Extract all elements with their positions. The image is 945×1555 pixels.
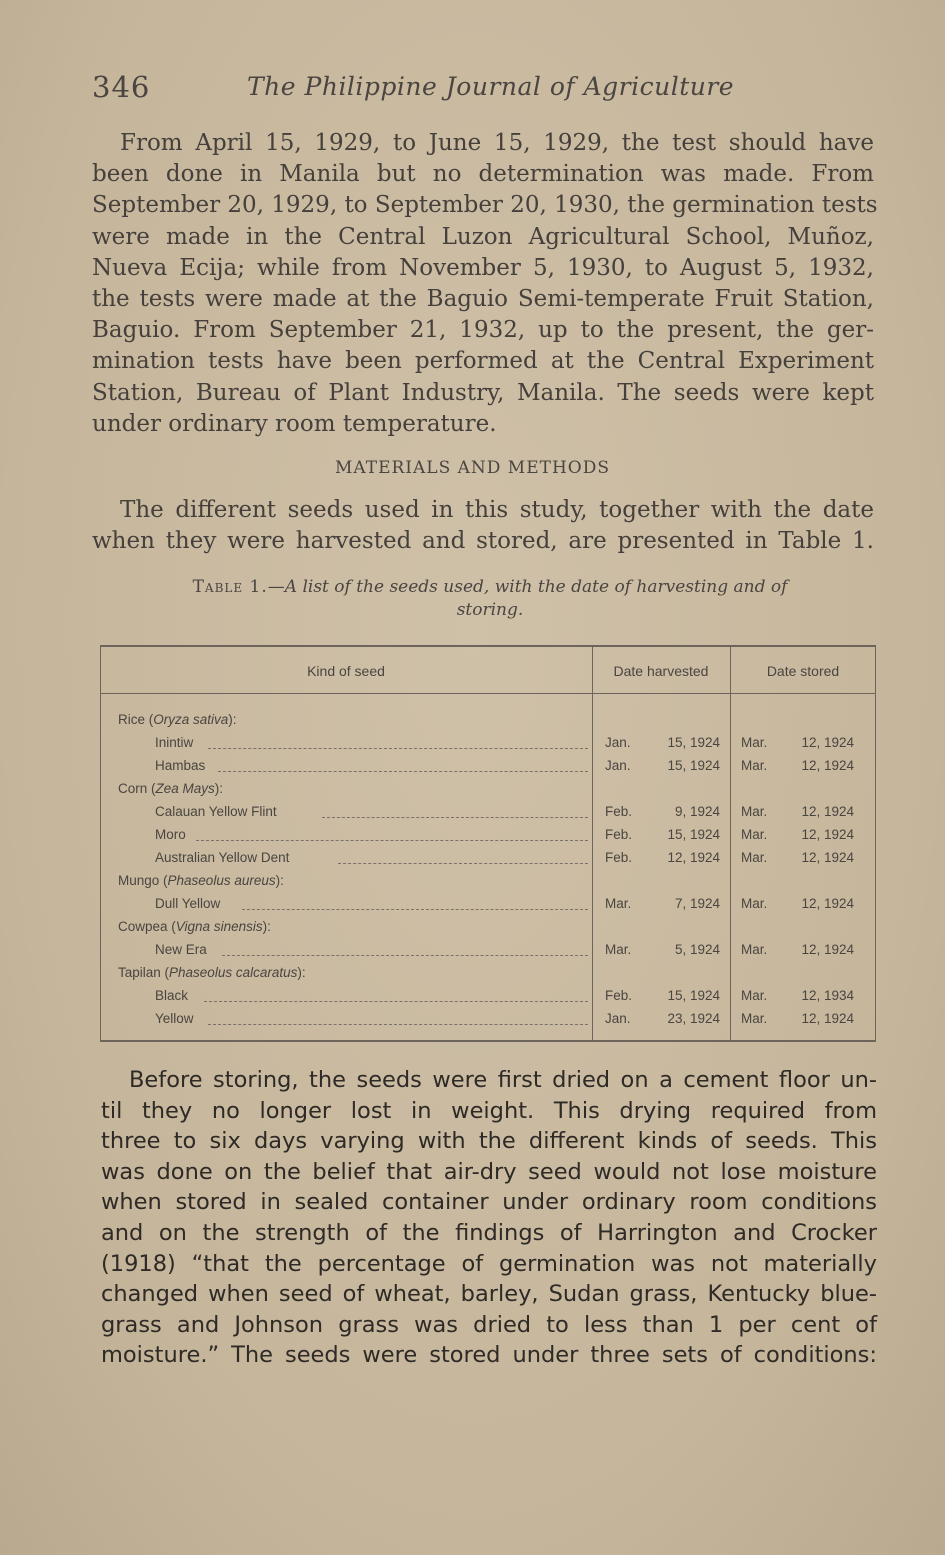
seed-variety: Inintiw (155, 735, 194, 750)
paragraph-line: and on the strength of the findings of Harrington and Crocker (101, 1219, 877, 1246)
stored-month: Mar. (741, 758, 768, 773)
table-rule (730, 645, 731, 1041)
stored-month: Mar. (741, 827, 768, 842)
harvest-day: 23, 1924 (667, 1011, 720, 1026)
paragraph-line: mination tests have been performed at the Central Experiment (92, 348, 874, 375)
harvest-month: Feb. (605, 988, 633, 1003)
stored-day: 12, 1934 (801, 988, 854, 1003)
harvest-day: 9, 1924 (674, 804, 720, 819)
seed-variety: New Era (155, 942, 207, 957)
stored-day: 12, 1924 (801, 735, 854, 750)
stored-day: 12, 1924 (801, 804, 854, 819)
paragraph-line: when stored in sealed container under ordinary room conditions (101, 1189, 877, 1216)
drying-paragraph (101, 1065, 877, 1371)
harvest-day: 7, 1924 (674, 896, 720, 911)
page-header (92, 70, 872, 110)
paragraph-line: Nueva Ecija; while from November 5, 1930, to August 5, 1932, (92, 254, 874, 281)
harvest-day: 15, 1924 (667, 988, 720, 1003)
stored-month: Mar. (741, 735, 768, 750)
seed-group: Tapilan (Phaseolus calcaratus): (118, 965, 306, 980)
paragraph-line: three to six days varying with the different kinds of seeds. This (101, 1128, 877, 1155)
paragraph-line: the tests were made at the Baguio Semi-temperate Fruit Station, (92, 286, 874, 313)
column-header-harvested: Date harvested (613, 663, 709, 679)
seed-variety: Moro (155, 827, 186, 842)
stored-month: Mar. (741, 850, 768, 865)
column-header-stored: Date stored (766, 663, 840, 679)
page-number: 346 (92, 70, 151, 104)
section-heading: MATERIALS AND METHODS (334, 458, 610, 478)
seed-variety: Australian Yellow Dent (155, 850, 290, 865)
harvest-month: Feb. (605, 804, 633, 819)
table-rule (100, 1040, 876, 1042)
paragraph-line: (1918) “that the percentage of germination was not materially (101, 1250, 877, 1277)
seed-table (100, 645, 876, 1043)
table-rule (875, 645, 876, 1041)
leader-dots (322, 817, 588, 818)
leader-dots (338, 863, 588, 864)
leader-dots (222, 955, 588, 956)
harvest-day: 12, 1924 (667, 850, 720, 865)
stored-month: Mar. (741, 1011, 768, 1026)
harvest-month: Jan. (605, 758, 631, 773)
paragraph-line: Station, Bureau of Plant Industry, Manila. The seeds were kept (92, 379, 874, 406)
table-rule (100, 693, 876, 694)
paragraph-line: moisture.” The seeds were stored under three sets of conditions: (101, 1342, 877, 1369)
table-rule (100, 645, 101, 1041)
seed-variety: Yellow (155, 1011, 194, 1026)
paragraph-line: From April 15, 1929, to June 15, 1929, the test should have (120, 130, 874, 156)
intro-paragraph (92, 128, 878, 440)
paragraph-line: changed when seed of wheat, barley, Sudan grass, Kentucky blue- (101, 1281, 877, 1308)
seed-group: Mungo (Phaseolus aureus): (118, 873, 284, 888)
seed-group: Cowpea (Vigna sinensis): (118, 919, 271, 934)
harvest-month: Jan. (605, 735, 631, 750)
seed-variety: Dull Yellow (155, 896, 221, 911)
harvest-day: 15, 1924 (667, 735, 720, 750)
harvest-day: 5, 1924 (674, 942, 720, 957)
paragraph-line: when they were harvested and stored, are presented in Table 1. (92, 528, 874, 555)
paragraph-line: was done on the belief that air-dry seed would not lose moisture (101, 1158, 877, 1185)
paragraph-line: were made in the Central Luzon Agricultural School, Muñoz, (92, 223, 874, 250)
table-caption (120, 576, 860, 622)
harvest-month: Jan. (605, 1011, 631, 1026)
table-caption-text: —A list of the seeds used, with the date of harvesting and of (267, 577, 788, 597)
seed-group: Corn (Zea Mays): (118, 781, 224, 796)
paragraph-line: been done in Manila but no determination was made. From (92, 161, 874, 188)
leader-dots (204, 1001, 588, 1002)
leader-dots (208, 1024, 588, 1025)
stored-day: 12, 1924 (801, 827, 854, 842)
leader-dots (218, 771, 588, 772)
seed-variety: Hambas (155, 758, 206, 773)
table-rule (592, 645, 593, 1041)
stored-day: 12, 1924 (801, 758, 854, 773)
running-title: The Philippine Journal of Agriculture (247, 72, 735, 101)
stored-day: 12, 1924 (801, 850, 854, 865)
methods-paragraph (92, 495, 874, 557)
seed-variety: Black (155, 988, 189, 1003)
leader-dots (242, 909, 588, 910)
paragraph-line: grass and Johnson grass was dried to less than 1 per cent of (101, 1311, 877, 1338)
paragraph-line: under ordinary room temperature. (92, 410, 497, 437)
paragraph-line: September 20, 1929, to September 20, 1930, the germination tests (92, 192, 878, 219)
stored-month: Mar. (741, 896, 768, 911)
stored-day: 12, 1924 (801, 1011, 854, 1026)
harvest-month: Mar. (605, 942, 632, 957)
leader-dots (208, 748, 588, 749)
table-label: Table 1. (192, 577, 268, 597)
harvest-month: Feb. (605, 850, 633, 865)
leader-dots (196, 840, 588, 841)
stored-month: Mar. (741, 988, 768, 1003)
paragraph-line: til they no longer lost in weight. This drying required from (101, 1097, 877, 1124)
harvest-day: 15, 1924 (667, 827, 720, 842)
stored-month: Mar. (741, 942, 768, 957)
seed-variety: Calauan Yellow Flint (155, 804, 277, 819)
stored-month: Mar. (741, 804, 768, 819)
table-caption-text: storing. (456, 600, 524, 620)
paragraph-line: Baguio. From September 21, 1932, up to the present, the ger- (92, 317, 874, 344)
paragraph-line: Before storing, the seeds were first dried on a cement floor un- (129, 1067, 877, 1093)
harvest-month: Mar. (605, 896, 632, 911)
stored-day: 12, 1924 (801, 896, 854, 911)
paragraph-line: The different seeds used in this study, together with the date (120, 497, 874, 523)
column-header-kind: Kind of seed (307, 663, 385, 679)
table-rule (100, 645, 876, 647)
seed-group: Rice (Oryza sativa): (118, 712, 237, 727)
harvest-day: 15, 1924 (667, 758, 720, 773)
harvest-month: Feb. (605, 827, 633, 842)
stored-day: 12, 1924 (801, 942, 854, 957)
